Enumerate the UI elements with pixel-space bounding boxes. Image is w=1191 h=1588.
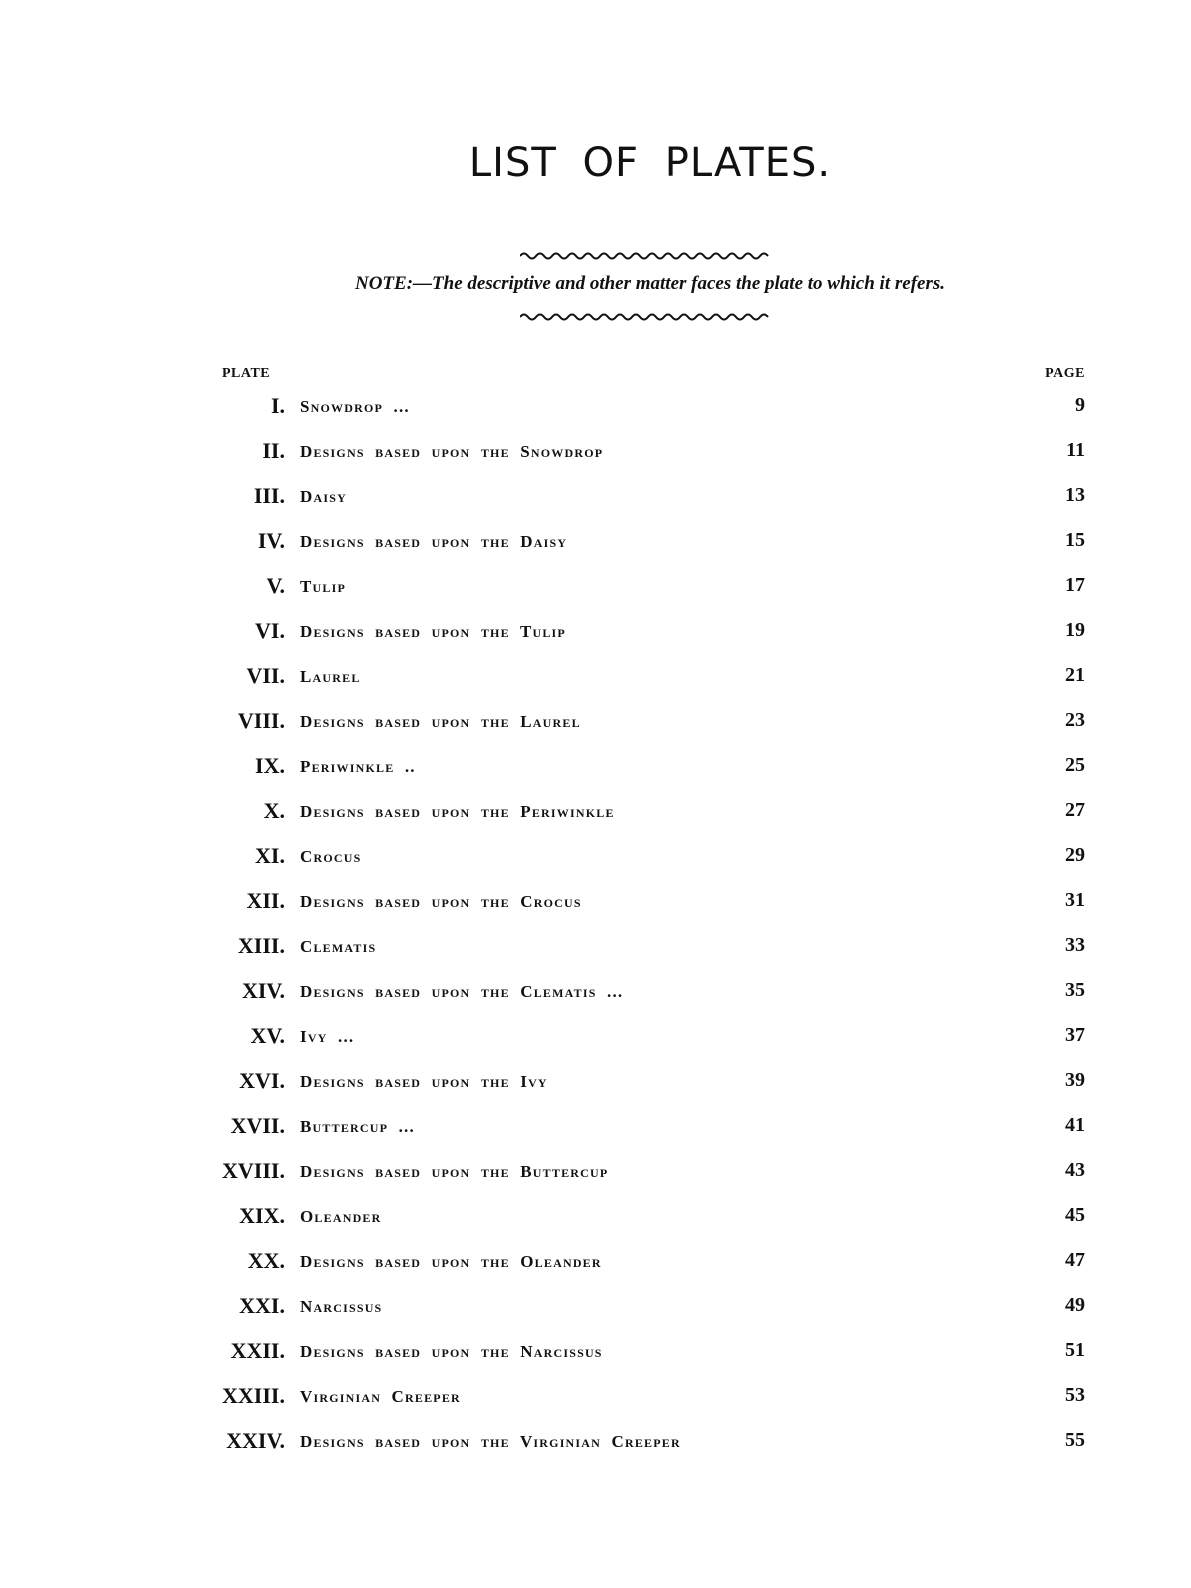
list-item [0, 1291, 1191, 1336]
list-item [0, 1066, 1191, 1111]
plate-numeral: VII. [246, 663, 285, 688]
plate-numeral: XXII. [230, 1338, 285, 1363]
plate-title: Buttercup ... [300, 1117, 415, 1136]
plate-numeral: XV. [250, 1023, 285, 1048]
plate-title: Designs based upon the Laurel [300, 712, 581, 731]
plate-page-number: 41 [1065, 1114, 1085, 1136]
list-item [0, 706, 1191, 751]
plate-page-number: 45 [1065, 1204, 1085, 1226]
plate-numeral: XI. [255, 843, 285, 868]
plate-title: Tulip [300, 577, 347, 596]
plate-numeral: I. [270, 393, 285, 418]
plate-page-number: 43 [1065, 1159, 1085, 1181]
plate-numeral: X. [263, 798, 285, 823]
plate-title: Laurel [300, 667, 361, 686]
plate-title: Designs based upon the Snowdrop [300, 442, 604, 461]
list-item [0, 661, 1191, 706]
list-item [0, 1111, 1191, 1156]
plate-title: Designs based upon the Virginian Creeper [300, 1432, 681, 1451]
plate-numeral: XIX. [239, 1203, 285, 1228]
plate-page-number: 19 [1065, 619, 1085, 641]
list-item [0, 391, 1191, 436]
plate-title: Ivy ... [300, 1027, 355, 1046]
plate-numeral: III. [253, 483, 285, 508]
plate-list [0, 391, 1191, 1471]
plate-page-number: 9 [1075, 394, 1085, 416]
plate-numeral: XIII. [237, 933, 285, 958]
list-item [0, 931, 1191, 976]
plate-numeral: XXI. [239, 1293, 285, 1318]
list-item [0, 1336, 1191, 1381]
plate-page-number: 25 [1065, 754, 1085, 776]
plate-title: Daisy [300, 487, 347, 506]
plate-page-number: 27 [1065, 799, 1085, 821]
plate-page-number: 17 [1065, 574, 1085, 596]
list-item [0, 571, 1191, 616]
plate-page-number: 33 [1065, 934, 1085, 956]
plate-title: Virginian Creeper [300, 1387, 461, 1406]
plate-numeral: XXIV. [226, 1428, 285, 1453]
plate-page-number: 23 [1065, 709, 1085, 731]
plate-numeral: XVIII. [222, 1158, 285, 1183]
wavy-rule-ornament [520, 312, 770, 322]
plate-page-number: 47 [1065, 1249, 1085, 1271]
plate-title: Designs based upon the Daisy [300, 532, 568, 551]
note-text: NOTE:—The descriptive and other matter faces the plate to which it refers. [354, 273, 945, 294]
plate-numeral: IX. [255, 753, 285, 778]
column-header-page: PAGE [1045, 366, 1085, 381]
plate-page-number: 39 [1065, 1069, 1085, 1091]
plate-title: Clematis [300, 937, 377, 956]
plate-numeral: VIII. [237, 708, 285, 733]
plate-title: Designs based upon the Narcissus [300, 1342, 603, 1361]
plate-title: Narcissus [300, 1297, 383, 1316]
plate-numeral: V. [266, 573, 285, 598]
list-item [0, 976, 1191, 1021]
list-item [0, 436, 1191, 481]
plate-page-number: 21 [1065, 664, 1085, 686]
list-item [0, 1426, 1191, 1471]
plate-page-number: 53 [1065, 1384, 1085, 1406]
plate-page-number: 35 [1065, 979, 1085, 1001]
plate-numeral: XIV. [241, 978, 285, 1003]
column-header-plate: PLATE [222, 366, 271, 381]
page-title: LIST OF PLATES. [468, 140, 832, 186]
list-item [0, 841, 1191, 886]
list-item [0, 796, 1191, 841]
list-item [0, 526, 1191, 571]
plate-numeral: XII. [246, 888, 285, 913]
list-item [0, 616, 1191, 661]
plate-numeral: II. [262, 438, 285, 463]
plate-numeral: XXIII. [222, 1383, 285, 1408]
plate-numeral: VI. [255, 618, 285, 643]
plate-title: Designs based upon the Buttercup [300, 1162, 609, 1181]
list-item [0, 886, 1191, 931]
list-item [0, 481, 1191, 526]
list-item [0, 1381, 1191, 1426]
plate-page-number: 13 [1065, 484, 1085, 506]
plate-page-number: 31 [1065, 889, 1085, 911]
plate-title: Designs based upon the Tulip [300, 622, 566, 641]
plate-page-number: 15 [1065, 529, 1085, 551]
plate-title: Designs based upon the Oleander [300, 1252, 602, 1271]
plate-title: Periwinkle .. [300, 757, 416, 776]
plate-page-number: 37 [1065, 1024, 1085, 1046]
list-item [0, 1021, 1191, 1066]
list-item [0, 1201, 1191, 1246]
plate-title: Designs based upon the Periwinkle [300, 802, 615, 821]
plate-numeral: IV. [257, 528, 285, 553]
plate-page-number: 11 [1066, 439, 1085, 461]
plate-page-number: 51 [1065, 1339, 1085, 1361]
plate-title: Snowdrop ... [300, 397, 410, 416]
plate-title: Designs based upon the Crocus [300, 892, 582, 911]
list-item [0, 1246, 1191, 1291]
plate-title: Designs based upon the Ivy [300, 1072, 548, 1091]
plate-page-number: 29 [1065, 844, 1085, 866]
plate-title: Oleander [300, 1207, 382, 1226]
plate-title: Crocus [300, 847, 362, 866]
plate-numeral: XVII. [230, 1113, 285, 1138]
plate-page-number: 49 [1065, 1294, 1085, 1316]
wavy-rule-ornament [520, 250, 770, 260]
plate-numeral: XX. [247, 1248, 285, 1273]
plate-title: Designs based upon the Clematis ... [300, 982, 624, 1001]
plate-page-number: 55 [1065, 1429, 1085, 1451]
list-item [0, 1156, 1191, 1201]
plate-numeral: XVI. [239, 1068, 285, 1093]
list-item [0, 751, 1191, 796]
